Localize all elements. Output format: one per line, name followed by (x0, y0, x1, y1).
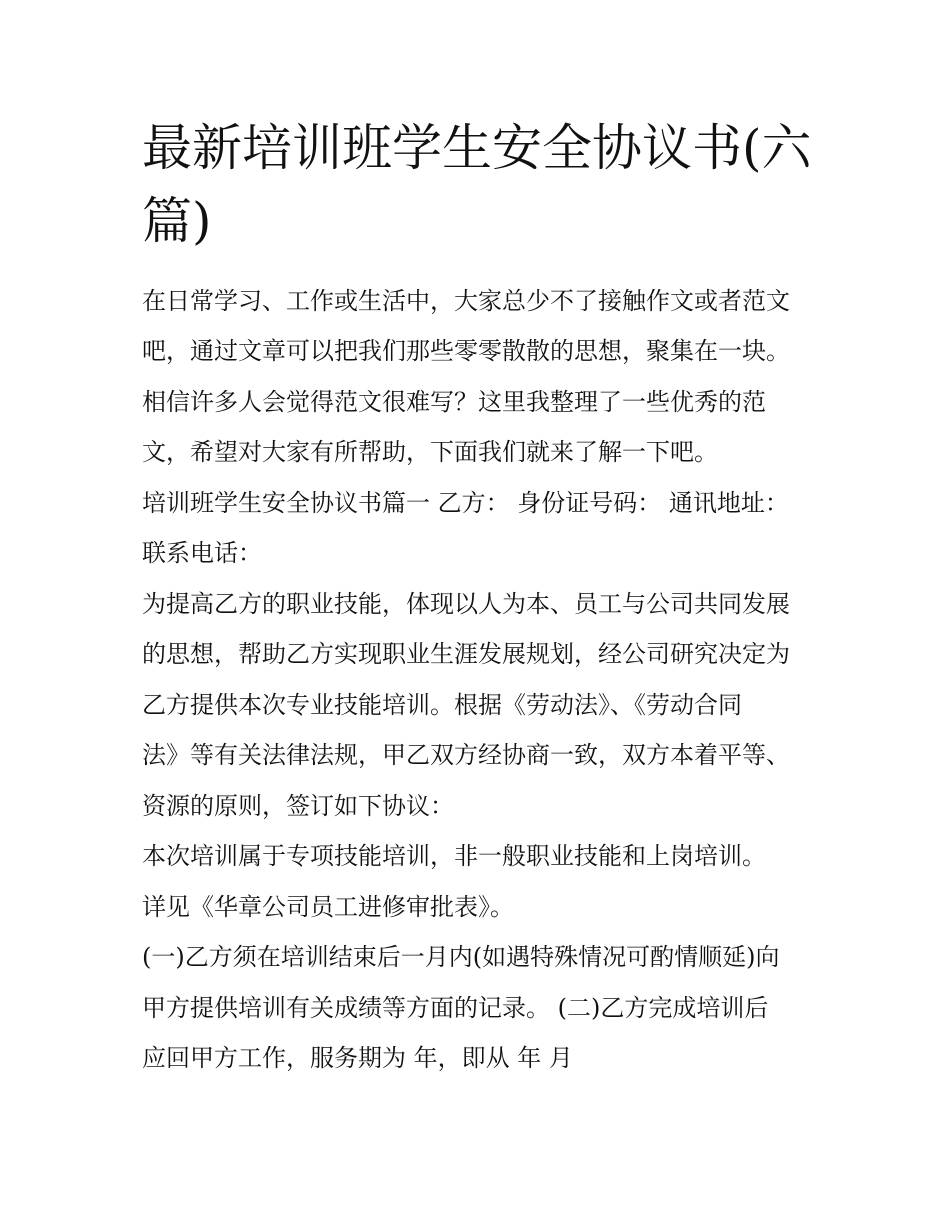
body-line-11: 资源的原则，签订如下协议： (142, 792, 454, 820)
body-line-2: 吧，通过文章可以把我们那些零零散散的思想，聚集在一块。 (142, 337, 790, 365)
body-line-12: 本次培训属于专项技能培训，非一般职业技能和上岗培训。 (142, 842, 766, 870)
body-line-14: (一)乙方须在培训结束后一月内(如遇特殊情况可酌情顺延)向 (142, 943, 780, 971)
body-line-1: 在日常学习、工作或生活中，大家总少不了接触作文或者范文 (142, 287, 790, 315)
body-line-9: 乙方提供本次专业技能培训。根据《劳动法》、《劳动合同 (142, 691, 742, 719)
body-line-13: 详见《华章公司员工进修审批表》。 (142, 893, 514, 921)
title-line-2: 篇) (142, 192, 212, 250)
body-line-5: 培训班学生安全协议书篇一 乙方： 身份证号码： 通讯地址： (142, 489, 789, 517)
document-title (142, 112, 832, 258)
body-line-10: 法》等有关法律法规，甲乙双方经协商一致，双方本着平等、 (142, 741, 790, 769)
body-line-4: 文，希望对大家有所帮助，下面我们就来了解一下吧。 (142, 438, 718, 466)
body-line-15: 甲方提供培训有关成绩等方面的记录。 (二)乙方完成培训后 (142, 994, 769, 1022)
body-line-8: 的思想，帮助乙方实现职业生涯发展规划，经公司研究决定为 (142, 640, 790, 668)
body-line-3: 相信许多人会觉得范文很难写？这里我整理了一些优秀的范 (142, 388, 766, 416)
title-line-1: 最新培训班学生安全协议书(六 (142, 119, 812, 177)
body-line-6: 联系电话： (142, 539, 262, 567)
body-line-16: 应回甲方工作，服务期为 年，即从 年 月 (142, 1044, 573, 1072)
body-line-7: 为提高乙方的职业技能，体现以人为本、员工与公司共同发展 (142, 590, 790, 618)
